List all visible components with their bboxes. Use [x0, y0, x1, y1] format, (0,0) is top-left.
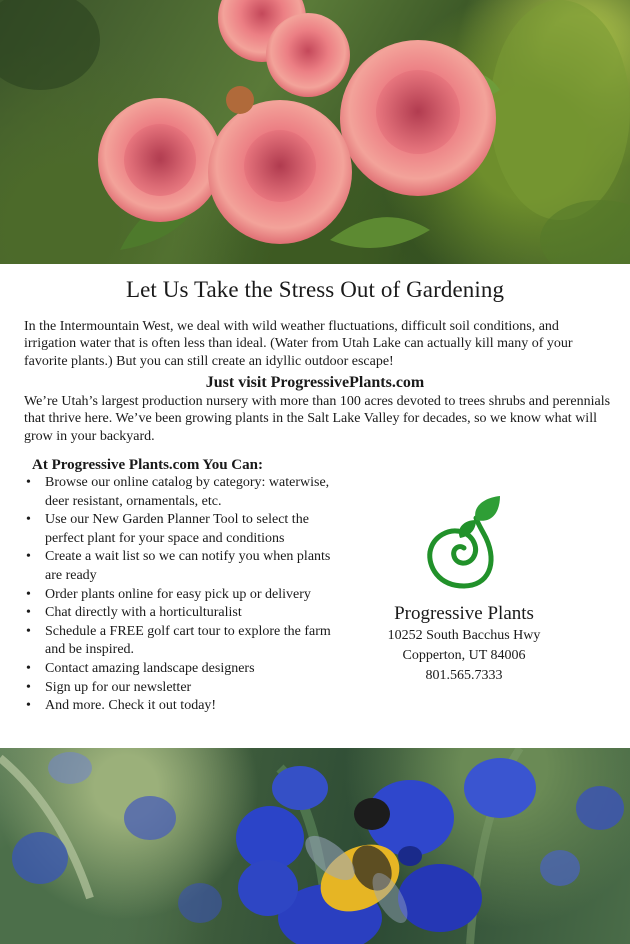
intro-paragraph: In the Intermountain West, we deal with wild weather fluctuations, difficult soil conditions, and irrigation water that is often less than ideal. (Water from Utah Lake can actually kill many of your favorite plants.) But you can still create an idyllic outdoor escape!	[24, 319, 573, 369]
list-item: • Schedule a FREE golf cart tour to explore the farm and be inspired.	[24, 623, 344, 660]
company-phone: 801.565.7333	[425, 668, 503, 683]
list-item: • And more. Check it out today!	[24, 697, 344, 716]
features-heading: At Progressive Plants.com You Can:	[32, 457, 263, 473]
about-paragraph: We’re Utah’s largest production nursery with more than 100 acres devoted to trees shrubs and perennials that thrive here. We’ve been growing plants in the Salt Lake Valley for decades, so we know what will grow in your backyard.	[24, 394, 611, 444]
list-item: • Chat directly with a horticulturalist	[24, 604, 344, 623]
list-item: • Use our New Garden Planner Tool to select the perfect plant for your space and conditions	[24, 511, 344, 548]
rose-photo	[0, 0, 630, 264]
bee-illustration	[0, 748, 630, 944]
spiral-sprout-icon	[416, 494, 512, 598]
page-title: Let Us Take the Stress Out of Gardening	[125, 277, 505, 302]
list-item: • Contact amazing landscape designers	[24, 660, 344, 679]
list-item: • Sign up for our newsletter	[24, 679, 344, 698]
company-contact-block	[358, 602, 570, 686]
rose-illustration	[0, 0, 630, 264]
company-address-line2: Copperton, UT 84006	[402, 648, 526, 663]
company-name: Progressive Plants	[394, 603, 534, 624]
list-item: • Browse our online catalog by category: waterwise, deer resistant, ornamentals, etc.	[24, 474, 344, 511]
bee-on-flower-photo	[0, 748, 630, 944]
features-list	[24, 474, 344, 716]
list-item: • Order plants online for easy pick up or delivery	[24, 586, 344, 605]
company-address-line1: 10252 South Bacchus Hwy	[387, 628, 541, 643]
list-item: • Create a wait list so we can notify you when plants are ready	[24, 548, 344, 585]
visit-website-line: Just visit ProgressivePlants.com	[205, 374, 425, 391]
